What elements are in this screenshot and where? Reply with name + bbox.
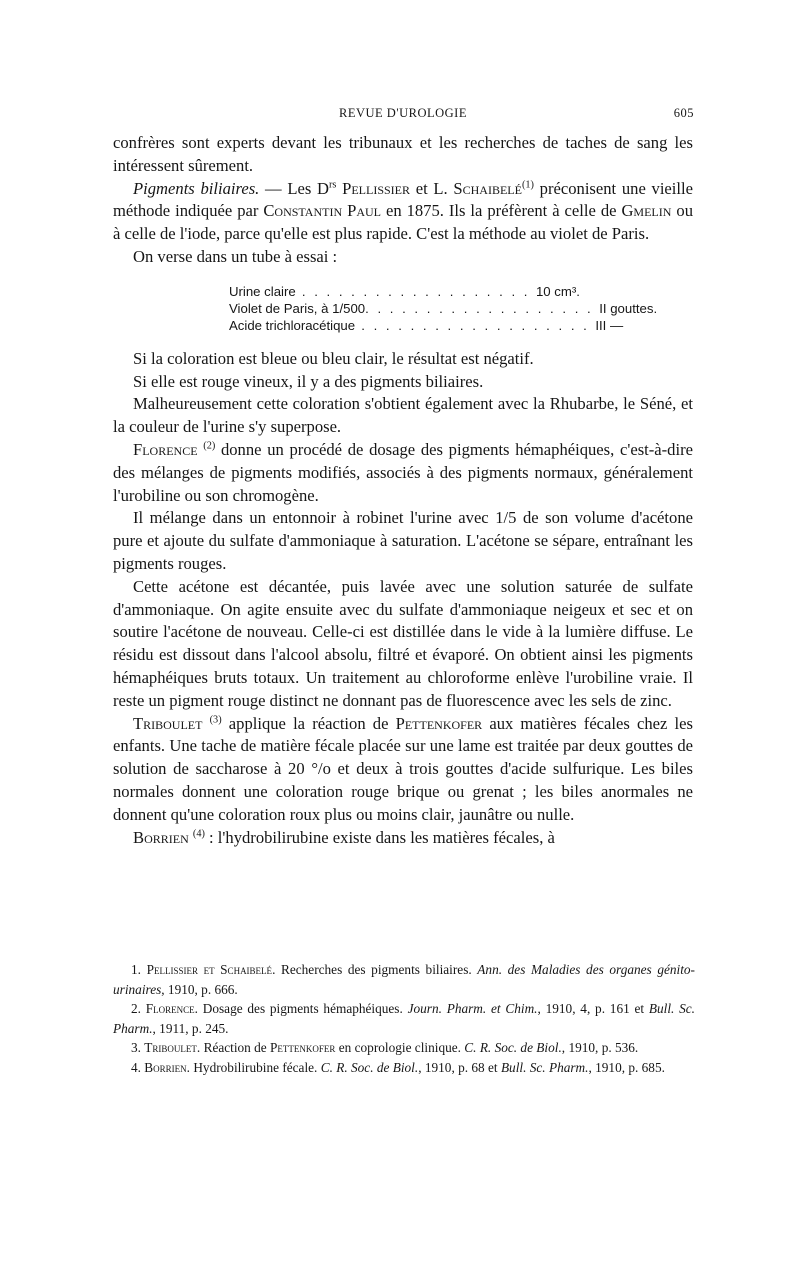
author-name: Triboulet bbox=[133, 713, 203, 733]
body-text bbox=[113, 132, 693, 849]
author-name: Pettenkofer bbox=[395, 713, 483, 733]
author-name: Constantin Paul bbox=[263, 201, 381, 221]
recipe-row bbox=[229, 283, 589, 300]
recipe-item: Urine claire bbox=[229, 283, 296, 299]
footnote-3: 3. Triboulet. Réaction de Pettenkofer en coprologie clinique. C. R. Soc. de Biol., 1910, p. 536. bbox=[131, 1040, 639, 1056]
recipe-quantity: II gouttes. bbox=[599, 300, 658, 316]
footnote-1: 1. Pellissier et Schaibelé. Recherches des pigments biliaires. Ann. des Maladies des organes génito-urinaires, 1910, p. 666. bbox=[113, 962, 695, 997]
author-name: Gmelin bbox=[621, 201, 672, 221]
paragraph: Si elle est rouge vineux, il y a des pigments biliaires. bbox=[133, 371, 484, 391]
recipe-quantity: 10 cm³. bbox=[535, 283, 580, 299]
section-heading: Pigments biliaires. bbox=[133, 178, 260, 198]
leader-dots: . . . . . . . . . . . . . . . . . . . bbox=[355, 317, 590, 333]
paragraph-triboulet: Triboulet $^{(3)}$ applique la réaction de Pettenkofer aux matières fécales chez les enfants. Une tache de matière fécale placée sur une lame est traitée par deux gouttes de solution de saccharose à 20 °/o et deux à trois gouttes d'acide sulfurique. Les biles normales donnent une coloration rouge brique ou grenat ; les biles anormales ne donnent qu'une coloration roux plus ou moins clair, jaunâtre ou nulle. bbox=[113, 713, 693, 824]
paragraph-continuation: confrères sont experts devant les tribunaux et les recherches de taches de sang les intéressent sûrement. bbox=[113, 133, 693, 175]
running-title: REVUE D'UROLOGIE bbox=[339, 106, 467, 120]
paragraph: Cette acétone est décantée, puis lavée avec une solution saturée de sulfate d'ammoniaque. On agite ensuite avec du sulfate d'ammoniaque neigeux et sec et on soutire l'acétone de nouveau. Celle-ci est distillée dans le vide à la lumière diffuse. Le résidu est dissout dans l'alcool absolu, filtré et évaporé. On obtient ainsi les pigments hémaphéiques bruts totaux. Un traitement au chloroforme enlève l'urobiline vraie. Il reste un pigment rouge distinct ne donnant pas de fluorescence avec les sels de zinc. bbox=[113, 576, 693, 710]
paragraph: Malheureusement cette coloration s'obtient également avec la Rhubarbe, le Séné, et la couleur de l'urine s'y superpose. bbox=[113, 394, 693, 437]
paragraph-pigments-biliaires: Pigments biliaires. — Les $D^{rs}$ Pellissier et L. Schaibelé$^{(1)}$ préconisent une vieille méthode indiquée par Constantin Paul en 1875. Ils la préfèrent à celle de Gmelin ou à celle de l'iode, parce qu'elle est plus rapide. C'est la méthode au violet de Paris. bbox=[113, 178, 693, 244]
paragraph: Si la coloration est bleue ou bleu clair, le résultat est négatif. bbox=[133, 348, 534, 368]
footnote-4: 4. Borrien. Hydrobilirubine fécale. C. R. Soc. de Biol., 1910, p. 68 et Bull. Sc. Pharm., 1910, p. 685. bbox=[131, 1059, 665, 1075]
author-name: Schaibelé bbox=[453, 178, 522, 198]
recipe-item: Violet de Paris, à 1/500 bbox=[229, 300, 366, 316]
footnote-ref[interactable]: (2) bbox=[203, 440, 216, 452]
author-name: Florence bbox=[133, 439, 198, 459]
recipe-item: Acide trichloracétique bbox=[229, 317, 356, 333]
recipe-row bbox=[229, 300, 658, 317]
page-number: 605 bbox=[673, 106, 694, 120]
recipe-row bbox=[229, 317, 624, 334]
running-head bbox=[112, 106, 694, 126]
footnote-ref[interactable]: (3) bbox=[209, 714, 222, 725]
footnote-2: 2. Florence. Dosage des pigments hémaphéiques. Journ. Pharm. et Chim., 1910, 4, p. 161 et Bull. Sc. Pharm., 1911, p. 245. bbox=[113, 1001, 696, 1036]
leader-dots: . . . . . . . . . . . . . . . . . . . bbox=[365, 300, 594, 316]
footnote-ref[interactable]: (1) bbox=[521, 179, 534, 191]
recipe-table bbox=[229, 283, 693, 334]
author-name: Borrien bbox=[133, 827, 189, 847]
paragraph: Il mélange dans un entonnoir à robinet l'urine avec 1/5 de son volume d'acétone pure et ajoute du sulfate d'ammoniaque à saturation. L'acétone se sépare, entraînant les pigments rouges. bbox=[113, 508, 693, 573]
paragraph-florence: Florence $^{(2)}$ donne un procédé de dosage des pigments hémaphéiques, c'est-à-dire des mélanges de pigments modifiés, associés à des pigments normaux, généralement l'urobiline ou son chromogène. bbox=[113, 439, 693, 505]
paragraph: On verse dans un tube à essai : bbox=[133, 246, 338, 266]
paragraph-borrien: Borrien $^{(4)}$ : l'hydrobilirubine existe dans les matières fécales, à bbox=[133, 827, 555, 847]
leader-dots: . . . . . . . . . . . . . . . . . . . bbox=[295, 283, 530, 299]
footnote-ref[interactable]: (4) bbox=[192, 827, 205, 839]
author-name: Pellissier bbox=[336, 178, 411, 198]
footnotes bbox=[113, 960, 695, 1078]
recipe-quantity: III — bbox=[595, 317, 624, 333]
